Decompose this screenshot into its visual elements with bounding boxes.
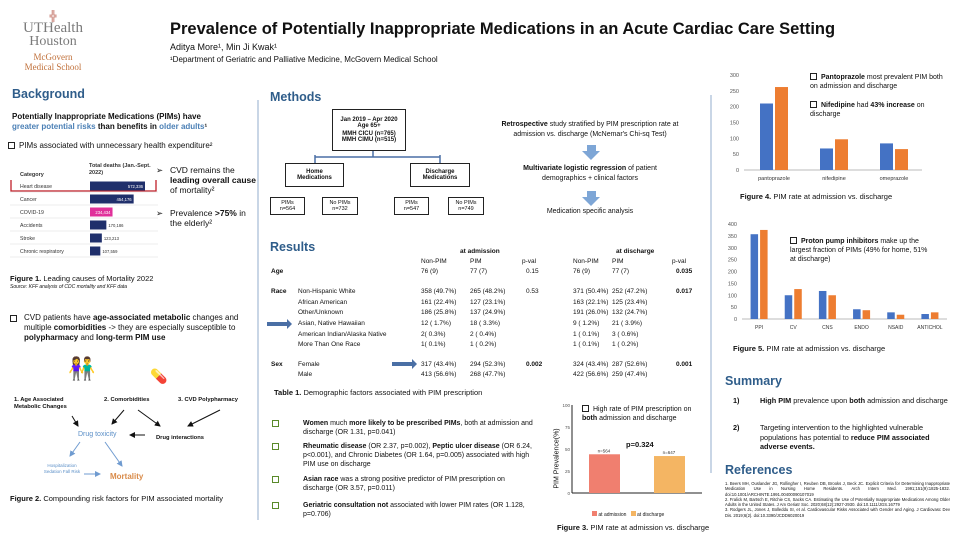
table-cell: 1 ( 0.2%) <box>470 341 497 348</box>
reference-item: 3. Rodgers JL, Jones J, Bolleddu SI, et al. Cardiovascular Risks Associated with Gender and Aging. J Cardiovasc Dev Dis. 2019;6(2). doi:10.3390/JCDD6020019 <box>725 507 950 518</box>
method-step-3: Medication specific analysis <box>546 208 634 215</box>
table-cell: 371 (50.4%) <box>573 288 609 295</box>
table-cell: 0.53 <box>526 288 539 295</box>
table-row-label: Male <box>298 371 313 378</box>
fig5-caption: Figure 5. PIM rate at admission vs. discharge <box>733 344 886 353</box>
bar-admission <box>751 234 759 319</box>
finding-item <box>272 501 534 519</box>
table-cell: 18 ( 3.3%) <box>470 320 500 327</box>
finding-text <box>303 442 534 469</box>
category-label: Chronic respiratory <box>20 249 64 255</box>
category-label: Stroke <box>20 236 35 242</box>
bar-admission <box>785 295 793 319</box>
affiliation: ¹Department of Geriatric and Palliative Medicine, McGovern Medical School <box>170 55 438 64</box>
table-row-label: American Indian/Alaska Native <box>298 331 387 338</box>
finding-text-2: (OR 6.24, p<0.001), and Chronic Diabetes (OR 1.64, p=0.005) associated with high PIM use on discharge <box>303 443 532 468</box>
fig3-chart <box>560 400 705 508</box>
finding-text-1: was a strong positive predictor of PIM prescription on discharge (OR 3.57, p=0.011) <box>303 476 505 492</box>
diagram-mortality: Mortality <box>110 472 144 481</box>
finding-bold: Asian race <box>303 476 339 483</box>
bar-admission <box>880 143 893 170</box>
reference-item: 1. Beers MH, Ouslander JG, Rollingher I, Reuben DB, Brooks J, Beck JC. Explicit Criteria for Determining Inappropriate Medication Use in Nursing Home Residents. Arch Intern Med. 1991;151(9):1825-1832. doi:10.1001/ARCHINTE.1991.00400090107019 <box>725 481 950 497</box>
background-heading: Background <box>12 87 85 101</box>
fig1-chart <box>10 180 160 262</box>
bar-discharge <box>863 310 871 319</box>
x-tick-label: omeprazole <box>879 176 909 182</box>
table-cell: 137 (24.9%) <box>470 309 506 316</box>
summary-number: 1) <box>733 396 740 405</box>
table-row-label: More Than One Race <box>298 341 361 348</box>
finding-bold-2: Peptic ulcer disease <box>432 443 500 450</box>
data-label: n=564 <box>597 448 611 454</box>
checkbox-icon <box>272 443 279 450</box>
data-label: 107,559 <box>102 249 118 254</box>
table-cell: 0.002 <box>526 361 543 368</box>
table-col-header: PIM <box>612 258 624 265</box>
background-bullet-2: CVD patients have age-associated metabolic changes and multiple comorbidities -> they are especially susceptible to polypharmacy and long-term PIM use <box>10 313 255 343</box>
diagram-outcomes: Hospitalization Sedation Fall Risk <box>43 463 81 474</box>
fig5-chart <box>722 217 952 337</box>
y-tick-label: 200 <box>729 104 739 111</box>
summary-item <box>733 423 948 452</box>
divider-right <box>710 95 712 473</box>
category-label: COVID-19 <box>20 210 44 216</box>
table-cell: 268 (47.7%) <box>470 371 506 378</box>
y-tick-label: 150 <box>729 120 739 127</box>
summary-bold: High PIM <box>760 396 792 405</box>
fig1-header-category: Category <box>20 172 44 178</box>
table-cell: 0.017 <box>676 288 693 295</box>
fig4-note-1: Pantoprazole most prevalent PIM both on admission and discharge <box>810 74 943 90</box>
fig3-note: High rate of PIM prescription on both admission and discharge <box>582 406 692 422</box>
y-tick-label: 200 <box>727 269 737 276</box>
table-cell: 1 ( 0.1%) <box>573 341 600 348</box>
references-list <box>725 481 950 518</box>
logo: ╬ UTHealth Houston McGovern Medical School <box>18 12 88 72</box>
table-col-header: Non-PIM <box>421 258 447 265</box>
y-tick-label: 400 <box>727 222 737 228</box>
table-group-admission: at admission <box>460 248 500 255</box>
y-tick-label: 100 <box>729 136 739 143</box>
background-bullet-1: PIMs associated with unnecessary health expenditure² <box>8 141 212 151</box>
checkbox-icon <box>272 502 279 509</box>
table-col-header: p-val <box>522 258 537 265</box>
table-group-discharge: at discharge <box>616 248 655 255</box>
data-label: 123,213 <box>103 236 119 241</box>
y-tick-label: 150 <box>727 281 737 288</box>
table-row-label: Non-Hispanic White <box>298 288 356 295</box>
table-cell: 0.035 <box>676 268 693 275</box>
results-heading: Results <box>270 240 316 254</box>
table-col-header: p-val <box>672 258 687 265</box>
category-label: Heart disease <box>20 184 53 190</box>
y-tick-label: 0 <box>567 491 570 496</box>
authors: Aditya More¹, Min Ji Kwak¹ <box>170 42 278 52</box>
checkbox-icon <box>10 315 17 322</box>
x-tick-label: PPI <box>755 325 764 331</box>
y-tick-label: 50 <box>732 152 739 159</box>
bar-discharge <box>931 312 939 319</box>
x-tick-label: CNS <box>822 325 833 331</box>
fig1-source: Source: KFF analysis of CDC mortality and KFF data <box>10 284 128 290</box>
fig4-caption: Figure 4. PIM rate at admission vs. discharge <box>740 192 893 201</box>
data-label: 454,176 <box>116 197 132 202</box>
bar <box>654 456 685 493</box>
table-cell: 287 (52.6%) <box>612 361 648 368</box>
finding-bold: Rheumatic disease <box>303 443 367 450</box>
finding-text <box>303 501 534 519</box>
checkbox-icon <box>272 476 279 483</box>
y-tick-label: 0 <box>735 168 739 174</box>
fig3-pval: p=0.324 <box>626 440 654 449</box>
table-row-category: Race <box>271 288 287 295</box>
cohort-box: Jan 2019 – Apr 2020 Age 65+ MMH CICU (n=765) MMH CIMU (n=515) <box>332 109 406 151</box>
methods-heading: Methods <box>270 90 322 104</box>
table-row-label: Other/Unknown <box>298 309 344 316</box>
table-cell: 127 (23.1%) <box>470 299 506 306</box>
fig1-header-deaths: Total deaths (Jan.-Sept. 2022) <box>89 163 151 176</box>
reference-item: 2. Fralick M, Bartsch E, Ritchie CS, Sacks CA. Estimating the Use of Potentially Inappropriate Medications Among Older Adults in the United States. J Am Geriatr Soc. 2020;68(12):2927-2930. doi:10.1111/JGS.16779 <box>725 496 950 508</box>
bar-discharge <box>835 139 848 170</box>
summary-bold-2: both <box>849 396 866 405</box>
fig5-note: Proton pump inhibitors make up the largest fraction of PIMs (49% for home, 51% at discharge) <box>790 238 928 263</box>
data-label: 572,336 <box>127 184 143 189</box>
bar-discharge <box>760 230 768 319</box>
table-cell: 161 (22.4%) <box>421 299 457 306</box>
arrow-bullet-icon: ➢ <box>156 165 164 175</box>
finding-text-1: associated with lower PIM rates (OR 1.128, p=0.706) <box>303 502 525 518</box>
bar-discharge <box>794 289 802 319</box>
bar-admission <box>853 309 861 319</box>
table-cell: 265 (48.2%) <box>470 288 506 295</box>
x-tick-label: ENDO <box>854 325 869 331</box>
data-label: 170,186 <box>108 223 124 228</box>
method-step-2: Multivariate logistic regression of patient demographics + clinical factors <box>523 165 657 182</box>
table-row-category: Sex <box>271 361 283 368</box>
x-tick-label: CV <box>789 325 797 331</box>
background-lead: Potentially Inappropriate Medications (PIMs) have greater potential risks than benefits in older adults¹ <box>12 112 208 131</box>
diagram-node-comorbidities: 2. Comorbidities <box>104 397 150 403</box>
table-cell: 132 (24.7%) <box>612 309 648 316</box>
table-cell: 2( 0.3%) <box>421 331 446 338</box>
y-tick-label: 300 <box>729 73 739 79</box>
checkbox-icon <box>272 420 279 427</box>
table-cell: 21 ( 3.9%) <box>612 320 642 327</box>
summary-number: 2) <box>733 423 740 432</box>
bar-admission <box>819 291 827 319</box>
summary-bold-2: reduce PIM associated adverse events. <box>760 432 930 451</box>
bar <box>589 454 620 493</box>
table-cell: 186 (25.8%) <box>421 309 457 316</box>
discharge-pims-box: PIMs n=547 <box>394 197 429 215</box>
table-cell: 259 (47.4%) <box>612 371 648 378</box>
table-row-label: African American <box>298 299 348 306</box>
table-cell: 9 ( 1.2%) <box>573 320 600 327</box>
diagram-drug-interactions: Drug interactions <box>156 435 204 441</box>
category-label: Cancer <box>20 197 37 203</box>
table-cell: 163 (22.1%) <box>573 299 609 306</box>
method-step-1: Retrospective study stratified by PIM prescription rate at admission vs. discharge (McNemar's Chi-sq Test) <box>501 121 679 138</box>
bar <box>90 234 102 243</box>
logo-cross-icon: ╬ <box>49 11 57 22</box>
diagram-drug-toxicity: Drug toxicity <box>78 431 117 438</box>
checkbox-icon <box>790 237 797 244</box>
finding-text <box>303 419 534 437</box>
home-medications-box: Home Medications <box>285 163 344 187</box>
bar <box>90 247 100 256</box>
y-tick-label: 25 <box>564 469 570 474</box>
bar-discharge <box>828 295 836 319</box>
home-pims-box: PIMs n=564 <box>270 197 305 215</box>
bar-discharge <box>897 315 905 319</box>
bar-admission <box>760 104 773 171</box>
y-tick-label: 50 <box>564 447 570 452</box>
summary-text-2: admission and discharge <box>865 396 948 405</box>
table-cell: 1 ( 0.2%) <box>612 341 639 348</box>
finding-item <box>272 419 534 437</box>
table-cell: 125 (23.4%) <box>612 299 648 306</box>
bar-discharge <box>895 149 908 170</box>
arrow-asian-icon <box>267 322 287 326</box>
finding-bold: Geriatric consultation not <box>303 502 389 509</box>
references-heading: References <box>725 463 793 477</box>
x-tick-label: pantoprazole <box>758 176 790 182</box>
table-caption: Table 1. Demographic factors associated with PIM prescription <box>274 388 483 397</box>
table-cell: 2 ( 0.4%) <box>470 331 497 338</box>
summary-text <box>760 423 948 452</box>
summary-text-1: Targeting intervention to the highlighted vulnerable populations has potential to <box>760 423 924 442</box>
x-tick-label: ANTICHOL <box>917 325 943 331</box>
poster-title: Prevalence of Potentially Inappropriate Medications in an Acute Cardiac Care Setting <box>170 20 836 38</box>
x-tick-label: nifedipine <box>822 176 846 182</box>
y-tick-label: 100 <box>562 403 570 408</box>
finding-bold: Women <box>303 420 329 427</box>
bar <box>90 221 106 230</box>
fig3-legend: at admission at discharge <box>592 511 664 518</box>
summary-text <box>760 396 948 406</box>
data-label: n=647 <box>662 450 676 456</box>
table-cell: 413 (56.6%) <box>421 371 457 378</box>
table-cell: 76 (9) <box>573 268 590 275</box>
summary-text-1: prevalence upon <box>791 396 850 405</box>
table-cell: 76 (9) <box>421 268 438 275</box>
fig3-caption: Figure 3. PIM rate at admission vs. discharge <box>557 523 710 532</box>
finding-bold-2: more likely to be prescribed PIMs <box>349 420 461 427</box>
table-row-category: Age <box>271 268 284 275</box>
table-cell: 294 (52.3%) <box>470 361 506 368</box>
discharge-medications-box: Discharge Medications <box>410 163 470 187</box>
data-label: 234,434 <box>95 210 111 215</box>
diagram-node-polypharmacy: 3. CVD Polypharmacy <box>178 397 238 403</box>
finding-text-2: , both at admission and discharge (OR 1.31, p=0.041) <box>303 420 533 436</box>
y-tick-label: 300 <box>727 245 737 252</box>
checkbox-icon <box>810 101 817 108</box>
y-tick-label: 250 <box>727 257 737 264</box>
table-cell: 1( 0.1%) <box>421 341 446 348</box>
y-tick-label: 350 <box>727 233 737 240</box>
category-label: Accidents <box>20 223 43 229</box>
bar-admission <box>887 312 895 319</box>
discharge-no-pims-box: No PIMs n=749 <box>448 197 484 215</box>
table-col-header: Non-PIM <box>573 258 599 265</box>
home-no-pims-box: No PIMs n=732 <box>322 197 358 215</box>
finding-item <box>272 442 534 469</box>
fig2-caption: Figure 2. Compounding risk factors for PIM associated mortality <box>10 494 224 503</box>
bar-discharge <box>775 87 788 170</box>
diagram-arrows <box>0 400 260 485</box>
table-cell: 252 (47.2%) <box>612 288 648 295</box>
table-cell: 77 (7) <box>612 268 629 275</box>
diagram-node-age: 1. Age Associated Metabolic Changes <box>14 397 67 410</box>
table-cell: 324 (43.4%) <box>573 361 609 368</box>
fig1-caption: Figure 1. Leading causes of Mortality 2022 <box>10 274 154 283</box>
summary-heading: Summary <box>725 374 782 388</box>
elderly-people-icon: 👫 <box>68 356 96 381</box>
y-tick-label: 50 <box>730 305 737 312</box>
y-tick-label: 0 <box>733 317 737 323</box>
table-cell: 0.15 <box>526 268 539 275</box>
fig3-ylabel: PIM Prevalence(%) <box>553 428 561 489</box>
table-row-label: Female <box>298 361 320 368</box>
x-tick-label: NSAID <box>888 325 904 331</box>
y-tick-label: 75 <box>564 425 570 430</box>
cvd-note: ➢ CVD remains the leading overall cause of mortality² <box>156 165 256 195</box>
arrow-bullet-icon: ➢ <box>156 208 164 218</box>
table-cell: 77 (7) <box>470 268 487 275</box>
y-tick-label: 250 <box>729 88 739 95</box>
table-cell: 3 ( 0.6%) <box>612 331 639 338</box>
y-tick-label: 100 <box>727 293 737 300</box>
bar-admission <box>921 314 929 319</box>
checkbox-icon <box>810 73 817 80</box>
table-col-header: PIM <box>470 258 482 265</box>
prevalence-note: ➢ Prevalence >75% in the elderly² <box>156 208 246 228</box>
table-row-label: Asian, Native Hawaiian <box>298 320 365 327</box>
table-cell: 12 ( 1.7%) <box>421 320 451 327</box>
table-cell: 191 (26.0%) <box>573 309 609 316</box>
bar-admission <box>820 148 833 170</box>
finding-text-1: much <box>328 420 350 427</box>
table-cell: 317 (43.4%) <box>421 361 457 368</box>
table-cell: 422 (56.6%) <box>573 371 609 378</box>
table-cell: 0.001 <box>676 361 693 368</box>
finding-item <box>272 475 534 493</box>
summary-item <box>733 396 948 406</box>
table-cell: 358 (49.7%) <box>421 288 457 295</box>
finding-text <box>303 475 534 493</box>
checkbox-icon <box>8 142 15 149</box>
finding-text-1: (OR 2.37, p=0.002), <box>366 443 433 450</box>
table-cell: 1 ( 0.1%) <box>573 331 600 338</box>
arrow-female-icon <box>392 362 412 366</box>
pills-icon: 💊 <box>150 368 168 384</box>
fig4-note-2: Nifedipine had 43% increase on discharge <box>810 102 925 118</box>
